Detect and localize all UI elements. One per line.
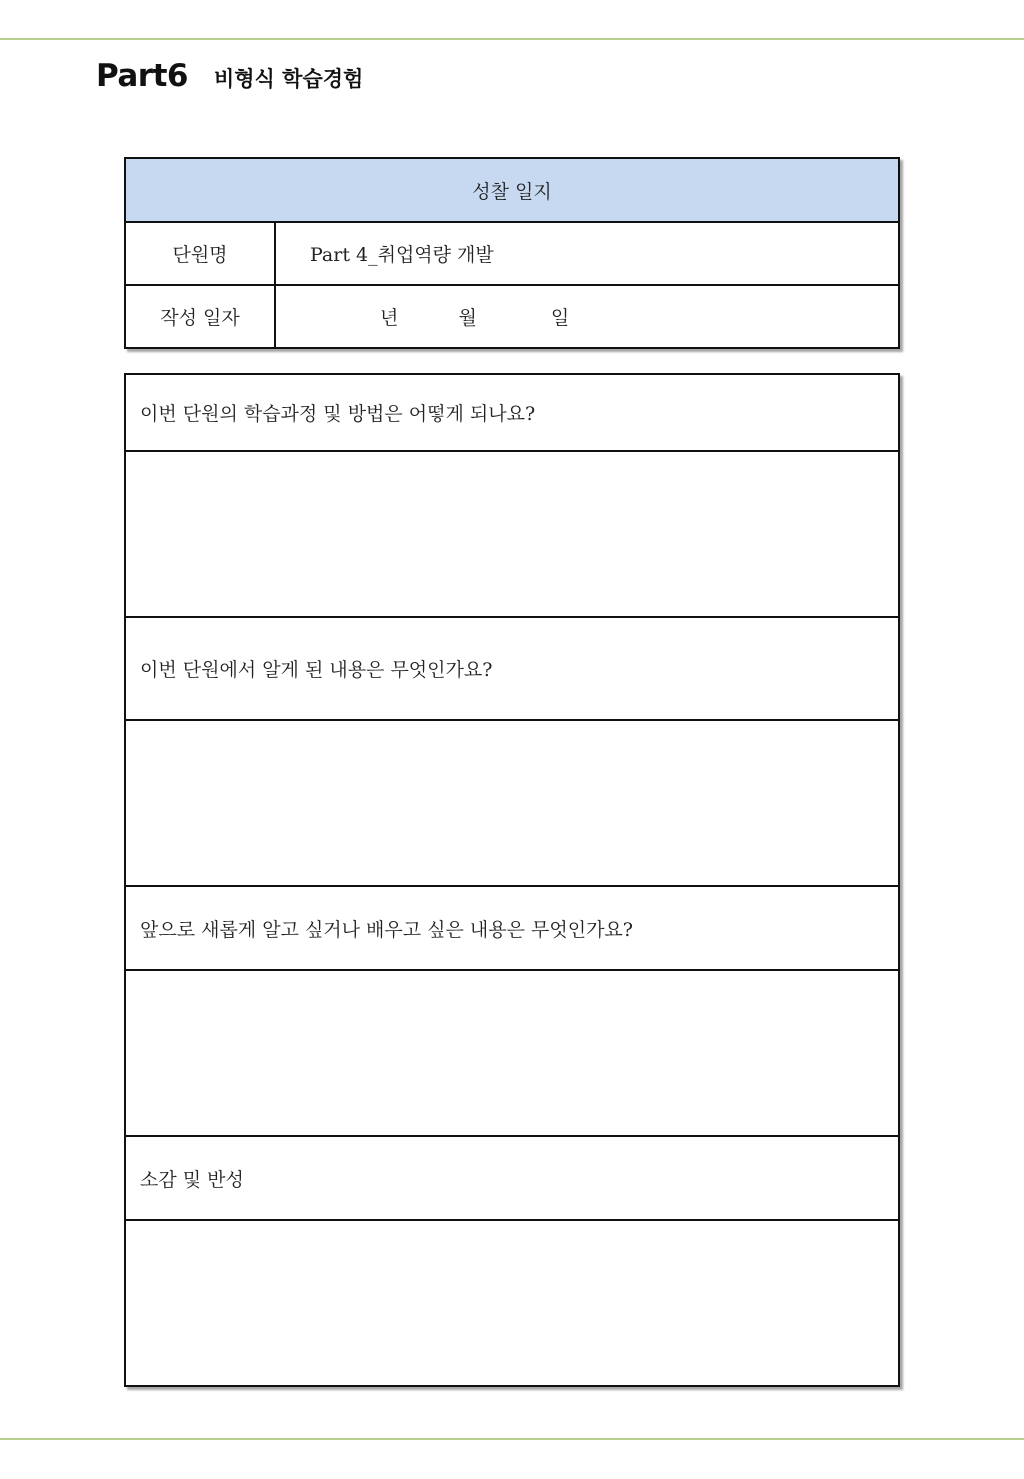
- journal-title: 성찰 일지: [125, 158, 899, 222]
- question-4: 소감 및 반성: [125, 1136, 899, 1220]
- answer-1-area[interactable]: [125, 451, 899, 617]
- answer-4-area[interactable]: [125, 1220, 899, 1386]
- reflection-table: [124, 373, 900, 1387]
- answer-3-area[interactable]: [125, 970, 899, 1136]
- date-month-label: 월: [458, 307, 477, 329]
- page-header: [96, 58, 363, 94]
- bottom-rule: [0, 1438, 1024, 1440]
- date-label: 작성 일자: [125, 285, 275, 348]
- date-day-label: 일: [550, 307, 570, 329]
- question-1: 이번 단원의 학습과정 및 방법은 어떻게 되나요?: [125, 374, 899, 451]
- date-year-label: 년: [380, 307, 399, 329]
- top-rule: [0, 38, 1024, 40]
- journal-info-table: [124, 157, 900, 349]
- answer-2-area[interactable]: [125, 720, 899, 886]
- part-title: 비형식 학습경험: [213, 67, 364, 91]
- part-number: Part6: [96, 58, 188, 94]
- unit-value[interactable]: Part 4_취업역량 개발: [275, 222, 899, 285]
- question-2: 이번 단원에서 알게 된 내용은 무엇인가요?: [125, 617, 899, 720]
- date-field[interactable]: [275, 285, 899, 348]
- unit-label: 단원명: [125, 222, 275, 285]
- question-3: 앞으로 새롭게 알고 싶거나 배우고 싶은 내용은 무엇인가요?: [125, 886, 899, 970]
